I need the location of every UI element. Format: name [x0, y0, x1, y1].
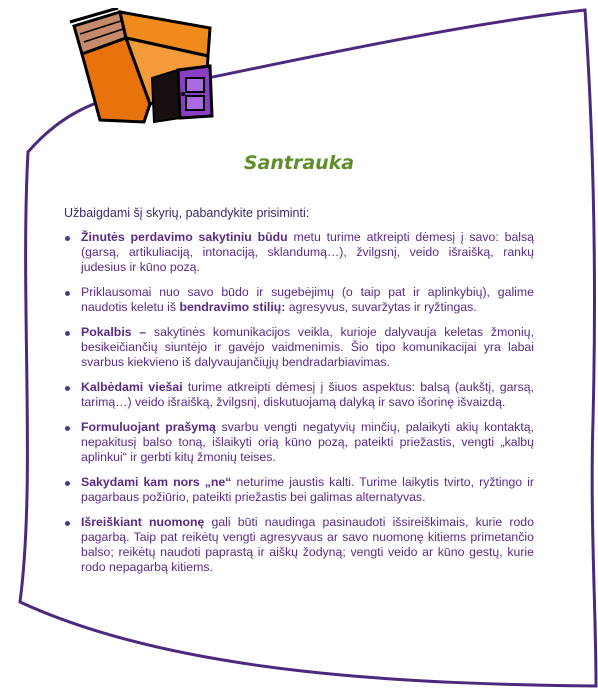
item-text: neturime jaustis kalti. Turime laikytis tvirto, ryžtingo ir pagarbaus požiūrio, pateikti priežastis bei galimas alternatyvas. — [81, 475, 534, 504]
list-item — [64, 285, 534, 315]
item-text: sakytinės komunikacijos veikla, kurioje dalyvauja keletas žmonių, besikeičiančių siuntėjo ir gavėjo vaidmenimis. Šio tipo komunikacijai yra labai svarbus kiekvieno iš dalyvaujančiųjų bendradarbiavimas. — [81, 325, 534, 369]
list-item — [64, 515, 534, 575]
item-text: svarbu vengti negatyvių minčių, palaikyti akių kontaktą, nepakitusį balso toną, išlaikyti orią kūno pozą, pateikti priežastis, vengti „kalbų aplinkui“ ir gerbti kitų žmonių teises. — [81, 420, 534, 464]
bold-phrase: Išreiškiant nuomonę — [81, 515, 205, 529]
bold-phrase: Kalbėdami viešai — [81, 380, 183, 394]
list-item — [64, 420, 534, 465]
item-text: metu turime atkreipti dėmesį į savo: balsą (garsą, artikuliaciją, intonaciją, sklandumą…), žvilgsnį, veido išraišką, rankų judesius ir kūno pozą. — [81, 230, 534, 274]
bold-phrase: Pokalbis – — [81, 325, 147, 339]
item-text: agresyvus, suvaržytas ir ryžtingas. — [285, 300, 477, 314]
item-text: gali būti naudinga pasinaudoti išsireiškimais, kurie rodo pagarbą. Taip pat reikėtų vengti agresyvaus ar savo nuomonę kitiems primetančio balso; reikėtų naudoti paprastą ir aiškų žodyną; vengti veido ar kūno gestų, kurie rodo nepagarbą kitiems. — [81, 515, 534, 574]
item-text: Priklausomai nuo savo būdo ir sugebėjimų (o taip pat ir aplinkybių), galime naudotis keletu iš — [81, 285, 534, 314]
list-item — [64, 325, 534, 370]
book-door-icon — [60, 8, 235, 126]
bold-phrase: Žinutės perdavimo sakytiniu būdu — [81, 230, 288, 244]
list-item — [64, 380, 534, 410]
page-title: Santrauka — [243, 152, 355, 174]
item-text: turime atkreipti dėmesį į šiuos aspektus: balsą (aukštį, garsą, tarimą…) veido išraišką, žvilgsnį, diskutuojamą dalyką ir savo išorinę išvaizdą. — [81, 380, 534, 409]
list-item — [64, 475, 534, 505]
bold-phrase: Sakydami kam nors „ne“ — [81, 475, 232, 489]
intro-text: Užbaigdami šį skyrių, pabandykite prisiminti: — [64, 206, 310, 220]
summary-list — [64, 230, 534, 585]
list-item — [64, 230, 534, 275]
bold-phrase: Formuluojant prašymą — [81, 420, 216, 434]
bold-phrase: bendravimo stilių: — [179, 300, 286, 314]
